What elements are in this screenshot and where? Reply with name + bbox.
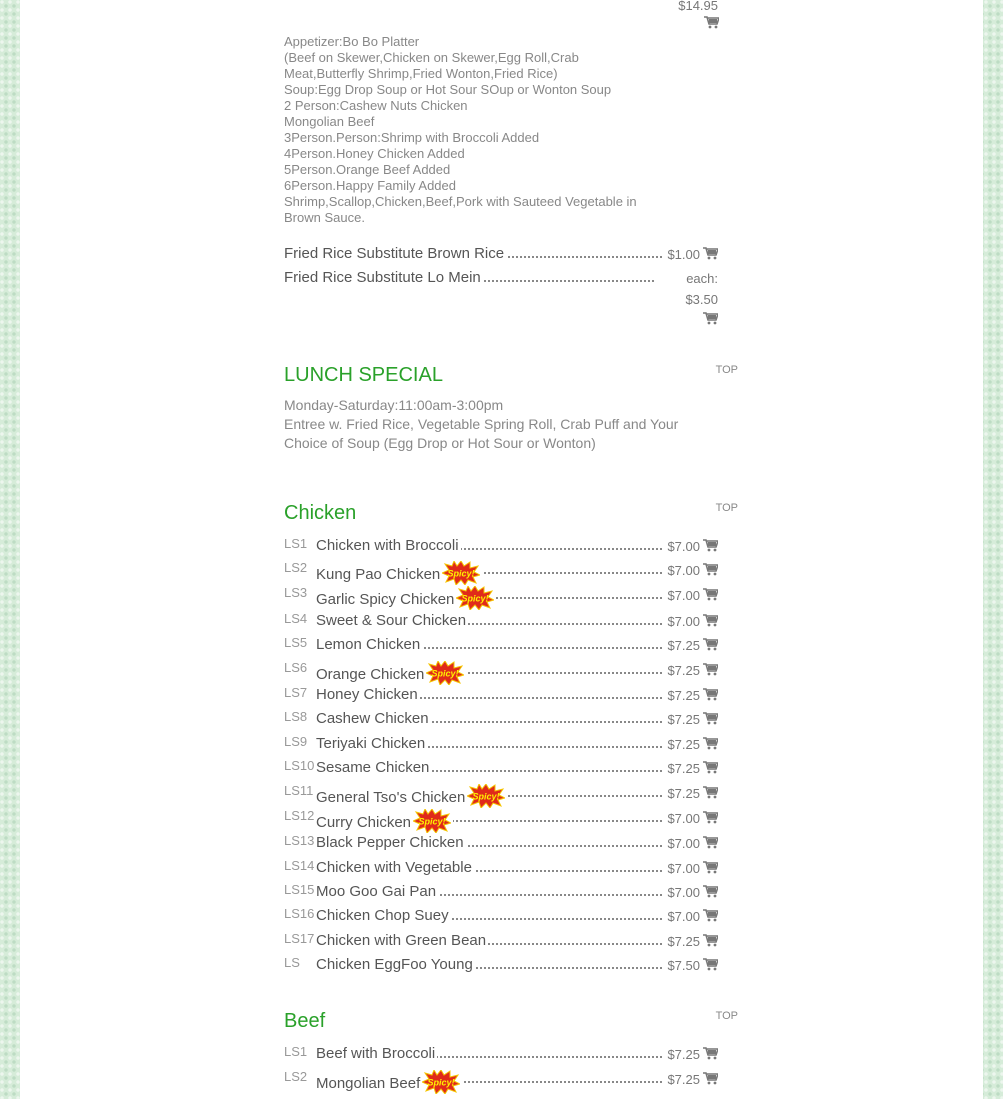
spicy-badge-icon [467, 784, 505, 808]
item-name[interactable] [316, 735, 427, 752]
menu-item-row [284, 1069, 718, 1091]
item-name[interactable] [316, 586, 496, 610]
cart-icon[interactable] [703, 247, 718, 260]
cart-icon[interactable] [703, 1047, 718, 1060]
item-name-text: Orange Chicken [316, 666, 425, 683]
cart-icon[interactable] [703, 861, 718, 874]
item-price: $7.00 [667, 588, 700, 603]
menu-item-row [284, 536, 718, 558]
item-name-text: Moo Goo Gai Pan [316, 883, 437, 900]
item-name-text: Honey Chicken [316, 686, 418, 703]
spicy-badge-icon [422, 1070, 460, 1094]
item-price: $7.50 [667, 958, 700, 973]
cart-icon[interactable] [703, 934, 718, 947]
item-price: $7.00 [667, 539, 700, 554]
menu-item-row [284, 955, 718, 977]
item-code: LS11 [284, 783, 314, 798]
item-price: $7.00 [667, 836, 700, 851]
svg-text:Spicy!: Spicy! [427, 1077, 455, 1088]
combo-line: Appetizer:Bo Bo Platter [284, 34, 420, 49]
combo-line: Meat,Butterfly Shrimp,Fried Wonton,Fried Rice) [284, 66, 558, 81]
cart-icon[interactable] [703, 737, 718, 750]
combo-line: 5Person.Orange Beef Added [284, 162, 451, 177]
item-code: LS13 [284, 833, 315, 848]
svg-text:Spicy!: Spicy! [472, 791, 500, 802]
item-name[interactable] [316, 1070, 462, 1094]
item-name-text: Sesame Chicken [316, 759, 430, 776]
svg-text:Spicy!: Spicy! [447, 568, 475, 579]
menu-item-row [284, 560, 718, 582]
lunch-description: Entree w. Fried Rice, Vegetable Spring Roll, Crab Puff and Your Choice of Soup (Egg Drop or Hot Sour or Wonton) [284, 416, 679, 451]
menu-item-row [284, 858, 718, 880]
cart-icon[interactable] [703, 1072, 718, 1085]
svg-text:Spicy!: Spicy! [418, 816, 446, 827]
item-code: LS9 [284, 734, 308, 749]
item-price: $7.00 [667, 909, 700, 924]
item-price: $7.25 [667, 1072, 700, 1087]
combo-description [284, 34, 637, 226]
page-panel [20, 0, 983, 1099]
menu-item-row [284, 833, 718, 855]
item-price: $7.25 [667, 786, 700, 801]
substitute-row [284, 268, 718, 328]
item-code: LS16 [284, 906, 315, 921]
combo-line: 2 Person:Cashew Nuts Chicken [284, 98, 468, 113]
svg-text:Spicy!: Spicy! [461, 593, 489, 604]
item-code: LS1 [284, 1044, 308, 1059]
item-name-text: Teriyaki Chicken [316, 735, 426, 752]
item-name[interactable] [316, 686, 420, 703]
combo-price: $14.95 [678, 0, 718, 13]
cart-icon[interactable] [704, 16, 719, 29]
top-link[interactable]: TOP [715, 1010, 738, 1022]
item-name-text: Chicken EggFoo Young [316, 956, 473, 973]
item-name: Fried Rice Substitute Brown Rice [284, 245, 505, 262]
substitute-row [284, 244, 718, 266]
section-title: Chicken [284, 502, 357, 524]
cart-icon[interactable] [703, 638, 718, 651]
item-name-text: Sweet & Sour Chicken [316, 612, 467, 629]
svg-text:Spicy!: Spicy! [431, 668, 459, 679]
item-price: $7.25 [667, 761, 700, 776]
spicy-badge-icon [456, 586, 494, 610]
cart-icon[interactable] [703, 811, 718, 824]
item-name[interactable] [316, 784, 507, 808]
combo-line: 6Person.Happy Family Added [284, 178, 456, 193]
item-price: $7.00 [667, 861, 700, 876]
item-name-text: General Tso's Chicken [316, 789, 466, 806]
top-link[interactable]: TOP [715, 502, 738, 514]
item-price: $7.25 [667, 934, 700, 949]
item-name-text: Chicken with Broccoli [316, 537, 459, 554]
menu-item-row [284, 758, 718, 780]
item-name-text: Garlic Spicy Chicken [316, 591, 455, 608]
price-each-label: each: [686, 271, 718, 286]
item-price: $7.25 [667, 1047, 700, 1062]
item-price: $7.25 [667, 712, 700, 727]
cart-icon[interactable] [703, 885, 718, 898]
menu-item-row [284, 635, 718, 657]
item-price: $7.25 [667, 688, 700, 703]
item-name[interactable] [316, 859, 474, 876]
cart-icon[interactable] [703, 761, 718, 774]
item-name[interactable] [316, 710, 431, 727]
cart-icon[interactable] [703, 539, 718, 552]
item-name[interactable] [316, 834, 466, 851]
menu-item-row [284, 685, 718, 707]
item-code: LS15 [284, 882, 315, 897]
item-name[interactable] [316, 759, 431, 776]
item-code: LS4 [284, 611, 308, 626]
menu-item-row [284, 709, 718, 731]
menu-item-row [284, 882, 718, 904]
item-name-text: Curry Chicken [316, 814, 412, 831]
menu-item-row [284, 660, 718, 682]
spicy-badge-icon [413, 809, 451, 833]
item-code: LS8 [284, 709, 308, 724]
cart-icon[interactable] [703, 712, 718, 725]
item-name[interactable] [316, 537, 461, 554]
item-code: LS5 [284, 635, 308, 650]
item-code: LS10 [284, 758, 315, 773]
item-price: $1.00 [667, 247, 700, 262]
combo-line: Soup:Egg Drop Soup or Hot Sour SOup or Wonton Soup [284, 82, 612, 97]
item-name-text: Chicken Chop Suey [316, 907, 449, 924]
item-name: Fried Rice Substitute Lo Mein [284, 269, 481, 286]
item-name-text: Kung Pao Chicken [316, 566, 441, 583]
item-code: LS6 [284, 660, 308, 675]
item-price: $3.50 [685, 292, 718, 307]
item-name[interactable] [316, 932, 488, 949]
menu-item-row [284, 783, 718, 805]
item-name-text: Chicken with Green Bean [316, 932, 487, 949]
combo-line: 4Person.Honey Chicken Added [284, 146, 465, 161]
item-code: LS14 [284, 858, 315, 873]
item-name-text: Cashew Chicken [316, 710, 429, 727]
combo-line: 3Person.Person:Shrimp with Broccoli Added [284, 130, 540, 145]
item-price: $7.25 [667, 663, 700, 678]
cart-icon[interactable] [703, 563, 718, 576]
menu-item-row [284, 1044, 718, 1066]
cart-icon[interactable] [703, 909, 718, 922]
item-name[interactable] [316, 612, 468, 629]
cart-icon[interactable] [703, 958, 718, 971]
item-name[interactable] [316, 907, 451, 924]
spicy-badge-icon [442, 561, 480, 585]
menu-item-row [284, 734, 718, 756]
item-code: LS2 [284, 560, 308, 575]
item-code: LS [284, 955, 300, 970]
cart-icon[interactable] [703, 786, 718, 799]
top-link[interactable]: TOP [715, 364, 738, 376]
item-price: $7.25 [667, 737, 700, 752]
lunch-hours: Monday-Saturday:11:00am-3:00pm [284, 397, 504, 413]
item-price: $7.00 [667, 811, 700, 826]
section-title: Beef [284, 1010, 326, 1032]
item-price: $7.00 [667, 614, 700, 629]
combo-line: Shrimp,Scallop,Chicken,Beef,Pork with Sauteed Vegetable in [284, 194, 637, 209]
item-code: LS1 [284, 536, 308, 551]
item-name[interactable] [316, 1045, 437, 1062]
cart-icon[interactable] [703, 588, 718, 601]
menu-item-row [284, 585, 718, 607]
item-code: LS3 [284, 585, 308, 600]
combo-line: Mongolian Beef [284, 114, 375, 129]
cart-icon[interactable] [703, 688, 718, 701]
item-price: $7.00 [667, 885, 700, 900]
menu-item-row [284, 931, 718, 953]
item-name[interactable] [316, 561, 482, 585]
menu-item-row [284, 611, 718, 633]
item-code: LS12 [284, 808, 315, 823]
item-price: $7.25 [667, 638, 700, 653]
combo-line: Brown Sauce. [284, 210, 365, 225]
item-name[interactable] [316, 661, 466, 685]
spicy-badge-icon [426, 661, 464, 685]
cart-icon[interactable] [703, 614, 718, 627]
combo-line: (Beef on Skewer,Chicken on Skewer,Egg Roll,Crab [284, 50, 579, 65]
item-name[interactable] [316, 809, 453, 833]
item-code: LS7 [284, 685, 308, 700]
item-name-text: Beef with Broccoli [316, 1045, 436, 1062]
item-name-text: Black Pepper Chicken [316, 834, 464, 851]
item-code: LS17 [284, 931, 315, 946]
cart-icon[interactable] [703, 312, 718, 325]
menu-item-row [284, 808, 718, 830]
section-title: LUNCH SPECIAL [284, 364, 443, 386]
item-name-text: Chicken with Vegetable [316, 859, 472, 876]
item-name[interactable] [316, 636, 422, 653]
item-name[interactable] [316, 883, 438, 900]
item-price: $7.00 [667, 563, 700, 578]
menu-item-row [284, 906, 718, 928]
cart-icon[interactable] [703, 836, 718, 849]
item-name[interactable] [316, 956, 475, 973]
cart-icon[interactable] [703, 663, 718, 676]
item-name-text: Mongolian Beef [316, 1075, 421, 1092]
item-name-text: Lemon Chicken [316, 636, 421, 653]
item-code: LS2 [284, 1069, 308, 1084]
